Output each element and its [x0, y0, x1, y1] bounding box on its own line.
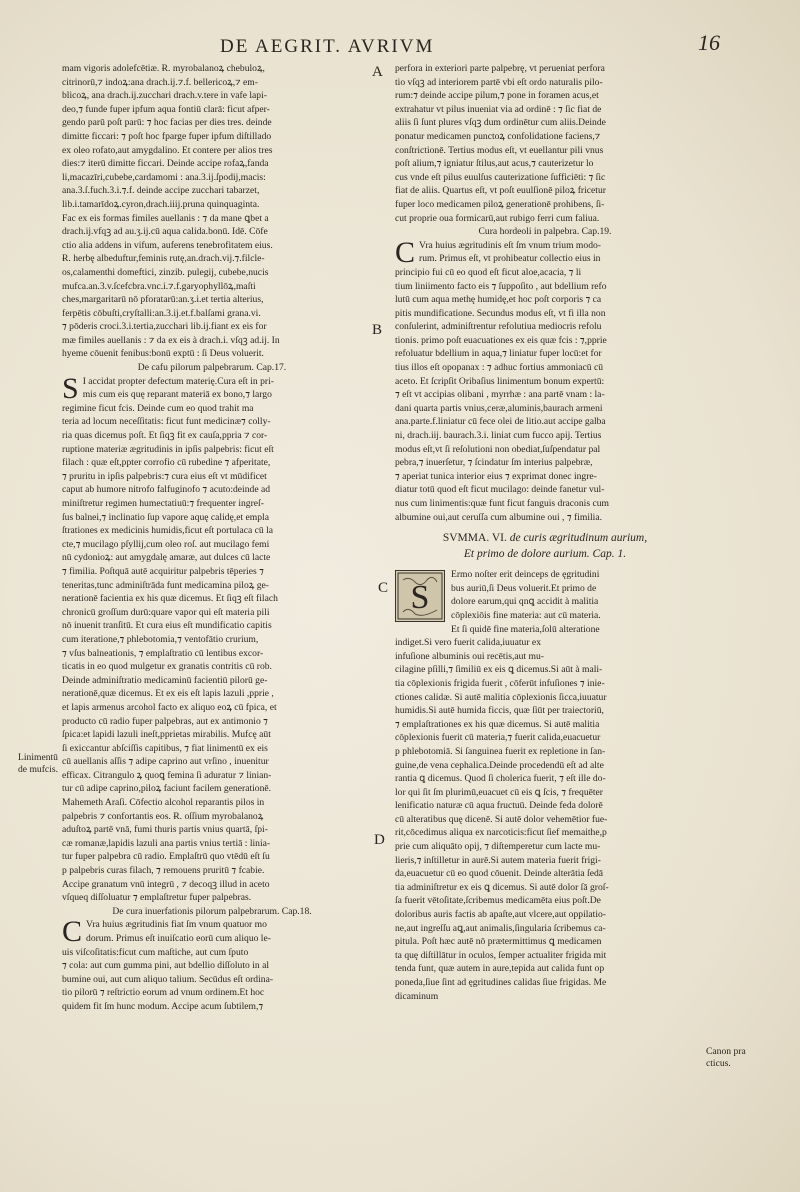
text-line: poneda,ſiue ſint ad ęgritudines calidas ſiue frigidas. Me — [395, 977, 607, 988]
text-line: ctio alia addens in vifum, auferens tenebrofitatem eius. — [62, 239, 273, 251]
text-line: cus vnde eſt pilus euulſus cauterizatione ſufficiēti: ⁊ ſic — [395, 171, 606, 183]
text-line: lieris,⁊ inſtilletur in aurē.Si autem materia fuerit frigi- — [395, 854, 601, 866]
text-line: Vra huius ægritudinis eſt ſm vnum trium modo- — [419, 239, 601, 251]
text-line: poſt alium,⁊ igniatur ſtilus,aut acus,⁊ cauterizetur lo — [395, 158, 594, 170]
text-line: lib.i.tamarīdoꝝ.cyron,drach.iiij.pruna quinquaginta. — [62, 198, 260, 210]
text-line: li,macazīri,cubebe,cardamomi : ana.3.ij.ſpodij,macis: — [62, 171, 266, 183]
text-line: Ɍ. herbę albeduftur,feminis rutę,an.drach.vij.⁊.filcle- — [62, 253, 265, 265]
text-line: mam vigoris adolefcētiæ. Ɍ. myrobalanoꝝ chebuloꝝ, — [62, 63, 265, 74]
text-line: nū cydonioꝝ: aut amygdalę amaræ, aut dulces cū lacte — [62, 552, 271, 564]
text-line: et lapis armenus arcohol facto ex aliquo eoꝝ cū fpica, et — [62, 701, 277, 713]
text-line: Accipe granatum vnū integrū , ⁊ decoqꝫ illud in aceto — [62, 878, 270, 890]
text-line: ria quas dicemus poſt. Et ſiqꝫ fit ex cauſa,ppria ⁊ cor- — [62, 430, 268, 442]
text-line: aceto. Et ſcripſit Oribaſius linimentum bonum expertū: — [395, 375, 605, 387]
text-line: ex oleo rofato,aut amygdalino. Et contere per alios tres — [62, 144, 273, 156]
text-line: nerationē,quæ dicemus. Et ex eis eſt lapis lazuli ,pprie , — [62, 688, 274, 700]
text-line: aduſtoꝝ partē vnā, fumi thuris partis vnius quartā, ſpi- — [62, 824, 268, 836]
text-line: tio pilorū ⁊ reſtrictio eorum ad vnum ordinem.Et hoc — [62, 987, 265, 999]
text-line: ⁊ aperiat tunica interior eius ⁊ exprimat donec ingre- — [395, 470, 597, 482]
text-line: rum. Primus eſt, vt prohibeatur collectio eius in — [419, 253, 601, 265]
text-line: diatur totū quod eſt ficut mucilago: deinde fanetur vul- — [395, 484, 605, 496]
text-line: mis cum eis quę reparant materiā ex bono,⁊ largo — [82, 389, 272, 401]
text-line: cut proprie oua formicarū,aut rubigo ferri cum faliua. — [395, 212, 600, 224]
text-line: bumine oui, aut cum aliquo talium. Secūdus eſt ordina- — [62, 973, 274, 985]
text-line: dies:⁊ iterū dimitte ficcari. Deinde accipe rofaꝝ,fanda — [62, 158, 269, 170]
text-line: lor qui ſit ſm plurimū,euacuet cū eis ꝗ ſcis, ⁊ frequēter — [395, 786, 604, 798]
text-line: Fac ex eis formas fimiles auellanis : ⁊ da mane ꝗbet a — [62, 212, 269, 224]
text-line: tia adminiſtretur ex eis ꝗ dicemus. Si autē dolor ſā groſ- — [395, 881, 609, 893]
chapter-heading-18: De cura inuerfationis pilorum palpebrarum. Cap.18. — [112, 905, 312, 917]
text-line: Et ſi quidē fine materia,ſolū alteratione — [451, 623, 600, 635]
text-line: da,euacuetur cū eo quod cōuenit. Deinde alterātia ſedā — [395, 868, 604, 880]
text-line: rum:⁊ deinde accipe pilum,⁊ pone in foramen acus,et — [395, 90, 599, 102]
text-line: aliis ſi ſunt plures vſqꝫ dum ordinētur cum aliis.Deinde — [395, 117, 606, 129]
text-line: tium liniimento facto eis ⁊ ſuppoſito , aut bdellium refo — [395, 280, 607, 292]
section-marker-d: D — [374, 832, 385, 848]
text-line: vſqueq diſſoluatur ⁊ emplaſtretur fuper palpebras. — [62, 892, 252, 904]
section-marker-c: C — [378, 580, 389, 596]
text-line: nō inuenit tranſitū. Et cura eius eſt mundificatio capitis — [62, 620, 272, 632]
text-line: os,calamenthi domeftici, zinzib. pulegij, cubebe,nucis — [62, 266, 269, 278]
right-paragraph-3 — [395, 568, 695, 1003]
ornate-initial-s-icon — [395, 570, 445, 622]
running-head: DE AEGRIT. AVRIVM — [220, 36, 435, 57]
text-line: nus cum linimentis:quæ funt ficut fanguis draconis cum — [395, 498, 609, 509]
text-line: rantia ꝗ dicemus. Quod ſi cholerica fuerit, ⁊ eſt ille do- — [395, 773, 606, 785]
text-line: guine,de vena cephalica.Deinde procedendū eſt ad alte — [395, 759, 604, 771]
text-line: blicoꝝ, ana drach.ij.zucchari drach.v.tere in vafe lapi- — [62, 90, 267, 102]
text-line: ⁊ pōderis croci.3.i.tertia,zucchari lib.ij.fiant ex eis for — [62, 321, 267, 333]
text-line: ⁊ vſus balneationis, ⁊ emplaſtratio cū lentibus excor- — [62, 647, 264, 659]
text-line: doloribus auris factis ab apaſte,aut vlcere,aut oppilatio- — [395, 909, 606, 921]
text-line: miniſtretur regimen humectatiuū:⁊ frequenter ingreſ- — [62, 498, 264, 509]
text-line: ta quę diſtillātur in oculos, ſemper actualiter frigida mit — [395, 949, 607, 961]
text-line: fiat de aliis. Quartus eſt, vt poſt euulſionē piloꝝ fricetur — [395, 185, 606, 197]
text-line: tur fuper palpebra cū radio. Emplaſtrū quo vtēdū eſt ſu — [62, 851, 270, 863]
text-line: teria ad locum neceſſitatis: ficut funt medicinæ⁊ colly- — [62, 416, 271, 428]
text-line: cum iteratione,⁊ phlebotomia,⁊ ventofātio crurium, — [62, 633, 259, 645]
margin-note-right: Canon pra cticus. — [706, 1046, 746, 1069]
text-line: ne,aut ingreſſu aꝗ,aut animalis,ſingularia ſcribemus ca- — [395, 922, 606, 934]
text-line: cæ romanæ,lapidis lazuli ana partis vnius tertiā : linia- — [62, 837, 271, 849]
page-header — [160, 30, 720, 60]
text-line: I accidat propter defectum materię.Cura eſt in pri- — [82, 375, 274, 387]
left-paragraph-2 — [62, 371, 362, 905]
text-line: dimitte ficcari: ⁊ poſt hoc fparge fuper ipfum diſtillado — [62, 130, 272, 142]
text-line: dolore earum,qui qnꝗ accidit à malitia — [451, 596, 599, 608]
drop-cap-c: C — [62, 915, 83, 949]
text-line: regimine ficut fcis. Deinde cum eo quod trahit ma — [62, 402, 254, 414]
text-line: mufca.an.3.v.ſcefcbra.vnc.i.⁊.f.garyophyllōꝝ,maſti — [62, 280, 256, 292]
text-line: p phlebotomiā. Si ſanguinea fuerit ex repletione in ſan- — [395, 745, 606, 757]
text-line: producto cū radio fuper palpebras, aut ex antimonio ⁊ — [62, 715, 268, 727]
text-line: tionis. primo poſt euacuationes ex eis quæ fcis : ⁊,pprie — [395, 334, 607, 346]
text-line: ticatis in eo quod mulgetur ex granatis contritis cū rob. — [62, 661, 272, 673]
text-line: rit,cōcedimus aliqua ex narcoticis:ficut ſief memaithe,p — [395, 827, 607, 839]
text-line: tenda funt, quæ autem in aure,tepida aut calida funt op — [395, 963, 605, 975]
text-line: fuper loco medicamen piloꝝ generationē prohibens, ſi- — [395, 198, 605, 210]
text-line: infuſione albuminis oui recētis,aut mu- — [395, 650, 544, 662]
text-line: humidis.Si autē humida ficcis, quæ ſiūt per traiectoriū, — [395, 705, 604, 717]
text-line: ſus balnei,⁊ inclinatio ſup vapore aquę calidę,et empla — [62, 511, 269, 523]
text-line: palpebris ⁊ confortantis eos. Ɍ. oſſium myrobalanoꝝ — [62, 810, 264, 822]
right-paragraph-1 — [395, 62, 695, 225]
left-column — [62, 62, 362, 1014]
text-line: uis viſcoſitatis:ficut cum maſtiche, aut cum ſputo — [62, 946, 249, 958]
text-line: dani quarta partis vnius,ceræ,aluminis,baurach armeni — [395, 402, 603, 414]
text-line: ctiones calidæ. Si autē malitia cōplexionis ſicca,iuuatur — [395, 691, 607, 703]
text-line: conſtrictionē. Tertius modus eſt, vt euellantur pili vnus — [395, 144, 604, 156]
right-column — [395, 62, 695, 1003]
text-line: citrinorū,⁊ indoꝝ:ana drach.ij.⁊.f. bellericoꝝ,⁊ em- — [62, 76, 258, 88]
text-line: ches,margaritarū nō pforatarū:an.ʒ.i.et tertia alterius, — [62, 294, 264, 306]
chapter-heading-1: Et primo de dolore aurium. Cap. 1. — [463, 548, 627, 561]
text-line: ruptione materiæ ægritudinis in ipſis palpebris: ficut eſt — [62, 443, 274, 455]
text-line: lenificatio naturæ cū aqua fructuū. Deinde feda dolorē — [395, 800, 603, 812]
text-line: ana.3.ſ.fuch.3.i.⁊.f. deinde accipe zucchari tabarzet, — [62, 185, 260, 197]
text-line: ⁊ cola: aut cum gumma pini, aut bdellio diſſoluto in al — [62, 960, 270, 972]
text-line: pebra,⁊ inuerſetur, ⁊ ſcindatur ſm interius palpebræ, — [395, 457, 593, 469]
margin-note-left: Linimentū de mufcis. — [18, 752, 58, 775]
right-paragraph-2 — [395, 235, 695, 524]
text-line: ferpētis cōbuſti,cryſtalli:an.3.ij.et.f.balſami grana.vi. — [62, 307, 261, 319]
text-line: extrahatur vt pilus inueniat via ad ordinē : ⁊ ſic fiat de — [395, 103, 602, 115]
text-line: conſulerint, adminiſtrentur refolutiua mediocris refolu — [395, 321, 602, 333]
text-line: Deinde adminiſtratio medicaminū facientiū pilorū ge- — [62, 674, 268, 686]
text-line: cōplexiōis fine materia: aut cū materia. — [451, 609, 601, 621]
text-line: cōplexionis fuerit cū materia,⁊ fuerit calida,euacuetur — [395, 732, 601, 744]
text-line: hyeme cōuenit fenibus:bonū exptū : ſi Deus voluerit. — [62, 348, 264, 360]
text-line: cū auellanis aſſis ⁊ adipe caprino aut vrſino , inuenitur — [62, 756, 269, 768]
drop-cap-s: S — [62, 371, 79, 405]
text-line: indiget.Si vero fuerit calida,iuuatur ex — [395, 637, 541, 649]
text-line: Mahemeth Araſi. Cōfectio alcohol reparantis pilos in — [62, 797, 265, 809]
text-line: tur cū adipe caprino,piloꝝ faciunt facilem generationē. — [62, 783, 272, 795]
text-line: ⁊ pruritu in ipſis palpebris:⁊ cura eius eſt vt mūdificet — [62, 470, 267, 482]
chapter-heading-19: Cura hordeoli in palpebra. Cap.19. — [478, 226, 612, 238]
text-line: ana.parte.f.liniatur cū fece olei de litio.aut accipe galba — [395, 416, 606, 428]
text-line: ⁊ eſt vt accipias olibani , myrrhæ : ana partē vnam : la- — [395, 389, 605, 401]
text-line: p palpebris curas filach, ⁊ remouens pruritū ⁊ fcabie. — [62, 865, 265, 877]
text-line: ponatur medicamen punctoꝝ confolidatione faciens,⁊ — [395, 130, 601, 142]
chapter-heading-17: De cafu pilorum palpebrarum. Cap.17. — [137, 362, 287, 374]
section-marker-a: A — [372, 64, 383, 80]
text-line: prie cum aliquāto opij, ⁊ diſtemperetur cum lacte mu- — [395, 841, 601, 853]
left-paragraph-1 — [62, 62, 362, 361]
svg-text:S: S — [410, 579, 430, 617]
text-line: cilagine pſilli,⁊ ſimiliū ex eis ꝗ dicemus.Si aūt à mali- — [395, 664, 603, 676]
text-line: quidem fit ſm hunc modum. Accipe acum ſubtilem,⁊ — [62, 1000, 264, 1012]
drop-cap-c-2: C — [395, 235, 416, 269]
summa-title: de curis ægritudinum aurium, — [509, 532, 648, 545]
text-line: nerationē facientia ex his quæ dicemus. Et ſiqꝫ eſt filach — [62, 593, 278, 605]
text-line: modus eſt,vt ſi reſolutioni non obediat,ſuſpendatur pal — [395, 443, 601, 455]
text-line: tia cōplexionis frigida fuerit , cōferūt infuſiones ⁊ inie- — [395, 677, 605, 689]
text-line: Ermo noſter erit deinceps de ęgritudini — [451, 569, 600, 581]
text-line: ſi exiccantur abſciſſis capitibus, ⁊ fiat linimentū ex eis — [62, 742, 268, 754]
text-line: tio vſqꝫ ad interiorem partē vbi eſt ordo naturalis pilo- — [395, 76, 603, 88]
text-line: deo,⁊ funde fuper ipfum aqua fontiū clarā: ficut afper- — [62, 103, 270, 115]
summa-label: SVMMA. VI. — [442, 532, 507, 545]
text-line: ſpica:et lapidi lazuli ineſt,pprietas mirabilis. Mufcę aūt — [62, 729, 271, 741]
text-line: perfora in exteriori parte palpebrę, vt perueniat perfora — [395, 63, 605, 74]
page-number: 16 — [698, 30, 720, 55]
text-line: bus auriū,ſi Deus voluerit.Et primo de — [451, 582, 597, 594]
text-line: refoluatur bdellium in aqua,⁊ liniatur fuper locū:et for — [395, 348, 602, 360]
text-line: mæ fimiles auellanis : ⁊ da ex eis à drach.i. vſqꝫ ad.ij. In — [62, 334, 280, 346]
text-line: ſa fuerit vētoſitate,ſcribemus medicamēta eius poſt.De — [395, 895, 601, 907]
text-line: drach.ij.vfqꝫ ad au.ʒ.ij.cū aqua calida.bonū. Idē. Cōfe — [62, 226, 268, 238]
text-line: ⁊ fimilia. Poſtquā autē acquiritur palpebris tēperies ⁊ — [62, 565, 264, 577]
text-line: caput ab humore nitrofo falfuginofo ⁊ acuto:deinde ad — [62, 484, 271, 496]
text-line: lutū cum aqua methę humidę,et hoc poſt corporis ⁊ ca — [395, 294, 602, 306]
text-line: efficax. Citrangulo ꝝ quoꝗ femina ſi aduratur ⁊ linian- — [62, 769, 272, 781]
text-line: albumine oui,aut ceruſſa cum albumine oui , ⁊ fimilia. — [395, 511, 602, 523]
text-line: dicaminum — [395, 990, 439, 1002]
text-line: principio fui cū eo quod eſt ficut aloe,acacia, ⁊ li — [395, 266, 582, 278]
text-line: tius illos eſt opopanax : ⁊ adhuc fortius ammoniacū cū — [395, 362, 604, 374]
text-line: gendo parū poſt parū: ⁊ hoc facias per dies tres. deinde — [62, 117, 272, 129]
section-marker-b: B — [372, 322, 383, 338]
text-line: teneritas,tunc adminiſtrāda funt medicamina piloꝝ ge- — [62, 579, 269, 591]
text-line: pitula. Poſt hæc autē nō prætermittimus ꝗ medicamen — [395, 936, 602, 948]
text-line: filach : quæ eſt,ppter corrofio cū rubedine ⁊ afperitate, — [62, 457, 271, 469]
text-line: chronicū groſſum durū:quare vapor qui eſt materia pili — [62, 606, 270, 618]
text-line: cte,⁊ mucilago pſyllij,cum oleo roſ. aut mucilago femi — [62, 538, 270, 550]
text-line: pitis mundificatione. Secundus modus eſt, vt fi illa non — [395, 307, 606, 319]
text-line: Vra huius ægritudinis fiat ſm vnum quatuor mo — [86, 919, 267, 931]
text-line: ni, drach.iij. baurach.3.i. liniat cum fucco apij. Tertius — [395, 430, 602, 442]
left-paragraph-3 — [62, 915, 362, 1013]
text-line: cū alteratibus quę dicenē. Si autē dolor vehemētior fue- — [395, 813, 608, 825]
text-line: dorum. Primus eſt inuiſcatio eorū cum aliquo le- — [86, 933, 271, 944]
text-line: ⁊ emplaſtrationes ex his quæ dicemus. Si autē malitia — [395, 718, 600, 730]
summa-heading — [395, 530, 695, 546]
text-line: ſtrationes ex medicinis humidis,ficut eſt portulaca cū la — [62, 525, 274, 537]
